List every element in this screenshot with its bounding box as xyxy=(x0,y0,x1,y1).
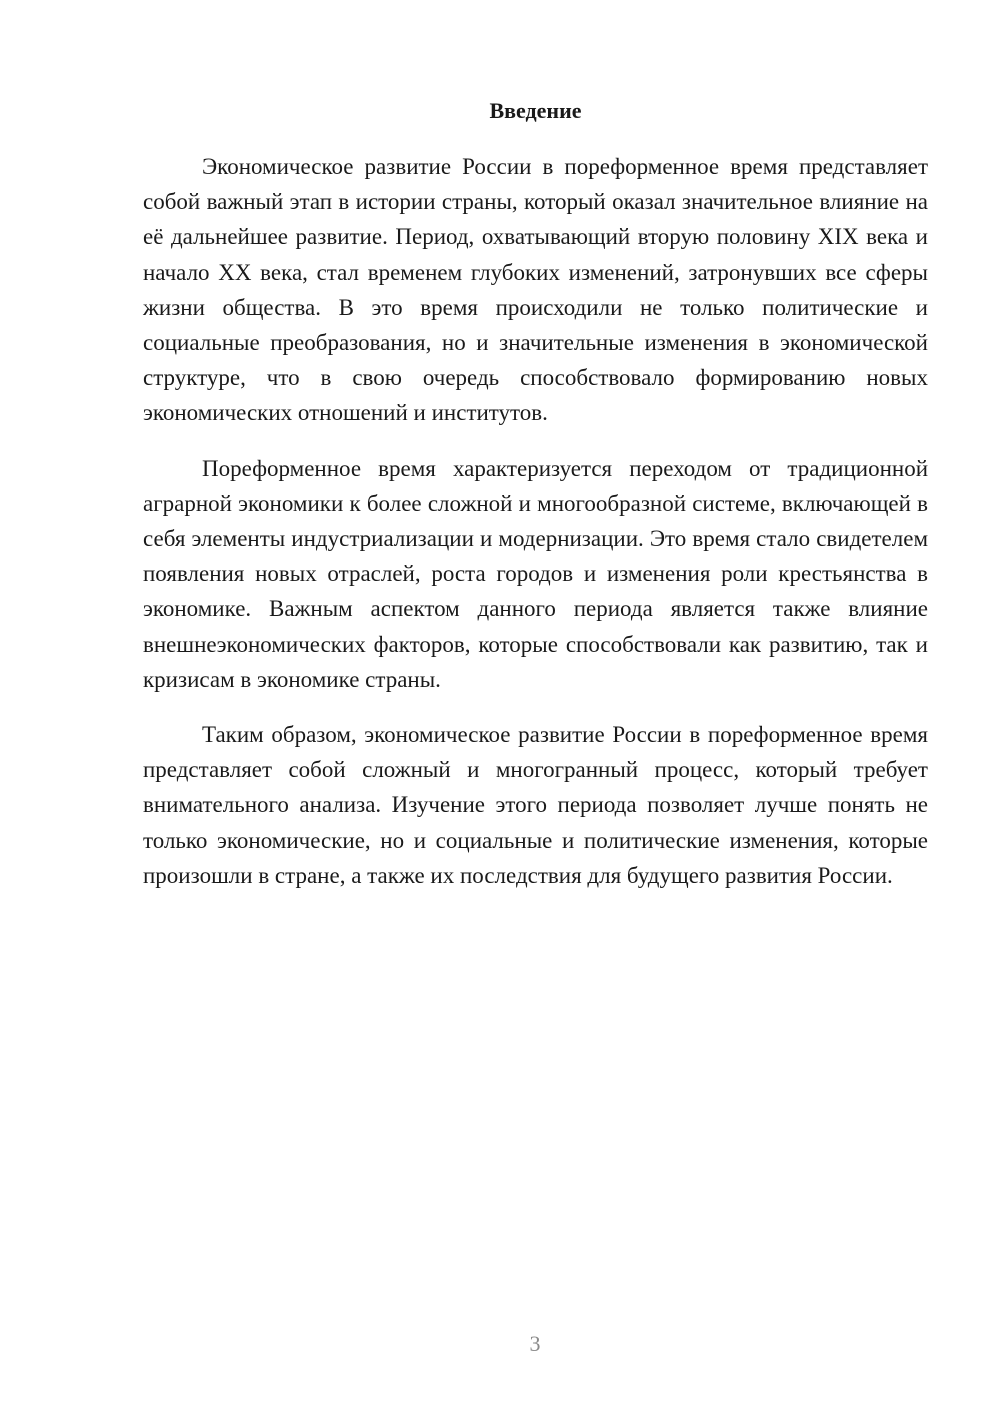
paragraph-2: Пореформенное время характеризуется переходом от традиционной аграрной экономики к более сложной и многообразной системе, включающей в себя элементы индустриализации и модернизации. Это время стало свидетелем появления новых отраслей, роста городов и изменения роли крестьянства в экономике. Важным аспектом данного периода является также влияние внешнеэкономических факторов, которые способствовали как развитию, так и кризисам в экономике страны. xyxy=(143,455,928,692)
page-body xyxy=(143,95,928,913)
page-number: 3 xyxy=(529,1331,541,1356)
paragraph-1: Экономическое развитие России в пореформенное время представляет собой важный этап в истории страны, который оказал значительное влияние на её дальнейшее развитие. Период, охватывающий вторую половину XIX века и начало XX века, стал временем глубоких изменений, затронувших все сферы жизни общества. В это время происходили не только политические и социальные преобразования, но и значительные изменения в экономической структуре, что в свою очередь способствовало формированию новых экономических отношений и институтов. xyxy=(143,154,928,426)
paragraph-3: Таким образом, экономическое развитие России в пореформенное время представляет собой сложный и многогранный процесс, который требует внимательного анализа. Изучение этого периода позволяет лучше понять не только экономические, но и социальные и политические изменения, которые произошли в стране, а также их последствия для будущего развития России. xyxy=(143,722,928,888)
section-heading: Введение xyxy=(489,98,582,123)
